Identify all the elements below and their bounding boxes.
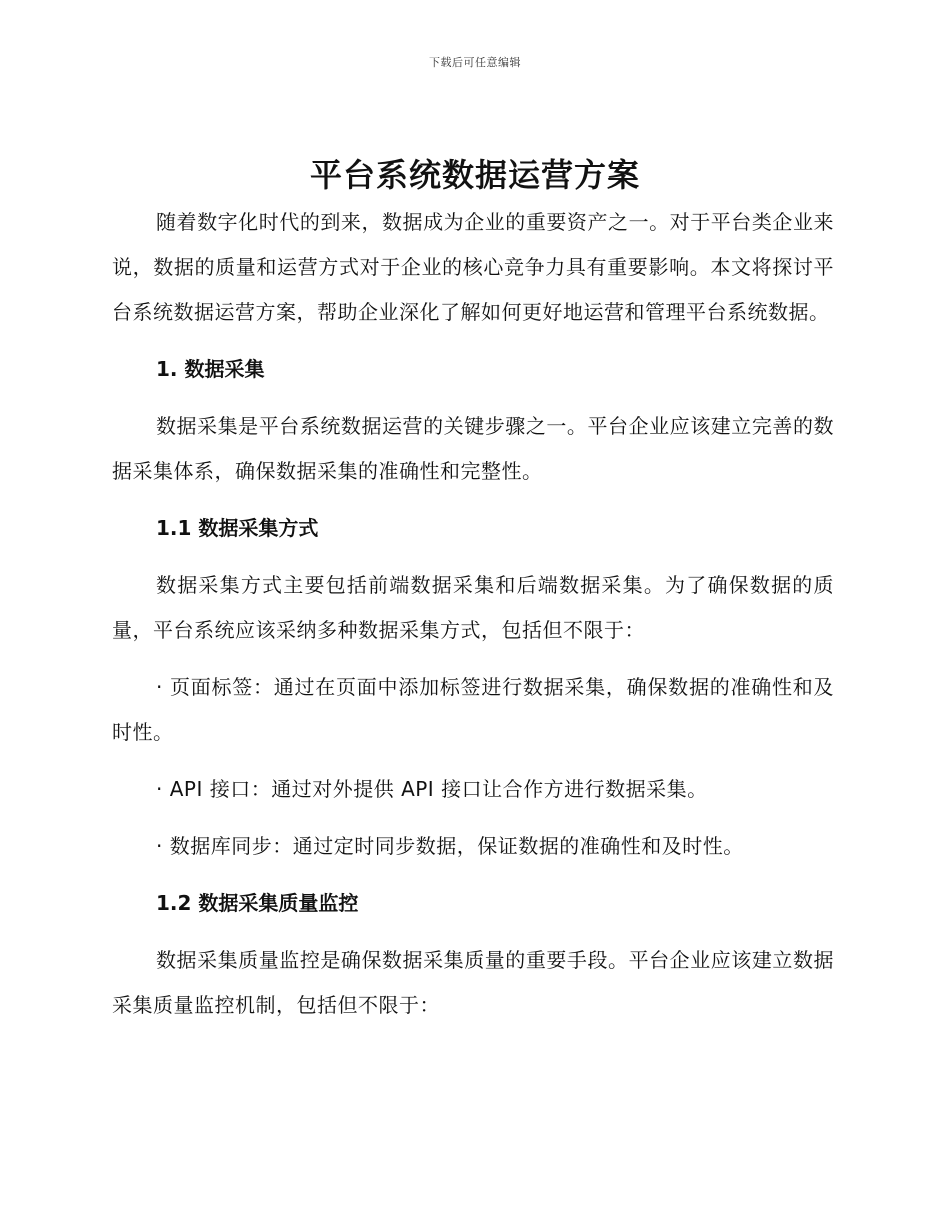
section-1-1-heading: 1.1 数据采集方式	[156, 516, 319, 540]
page-header-note: 下载后可任意编辑	[429, 56, 521, 69]
section-1-paragraph: 数据采集是平台系统数据运营的关键步骤之一。平台企业应该建立完善的数据采集体系，确保数据采集的准确性和完整性。	[112, 414, 834, 483]
section-1-1-paragraph: 数据采集方式主要包括前端数据采集和后端数据采集。为了确保数据的质量，平台系统应该采纳多种数据采集方式，包括但不限于：	[112, 573, 834, 642]
section-1-2-paragraph: 数据采集质量监控是确保数据采集质量的重要手段。平台企业应该建立数据采集质量监控机制，包括但不限于：	[112, 948, 834, 1017]
section-1-2-heading: 1.2 数据采集质量监控	[156, 891, 359, 915]
section-1-heading: 1. 数据采集	[156, 357, 265, 381]
bullet-item-db-sync: · 数据库同步：通过定时同步数据，保证数据的准确性和及时性。	[156, 834, 744, 858]
intro-paragraph: 随着数字化时代的到来，数据成为企业的重要资产之一。对于平台类企业来说，数据的质量和运营方式对于企业的核心竞争力具有重要影响。本文将探讨平台系统数据运营方案，帮助企业深化了解如何更好地运营和管理平台系统数据。	[112, 210, 834, 324]
document-body	[112, 200, 834, 1028]
bullet-item-api: · API 接口：通过对外提供 API 接口让合作方进行数据采集。	[156, 777, 708, 801]
document-title: 平台系统数据运营方案	[309, 156, 640, 194]
bullet-item-page-tags: · 页面标签：通过在页面中添加标签进行数据采集，确保数据的准确性和及时性。	[112, 675, 834, 744]
